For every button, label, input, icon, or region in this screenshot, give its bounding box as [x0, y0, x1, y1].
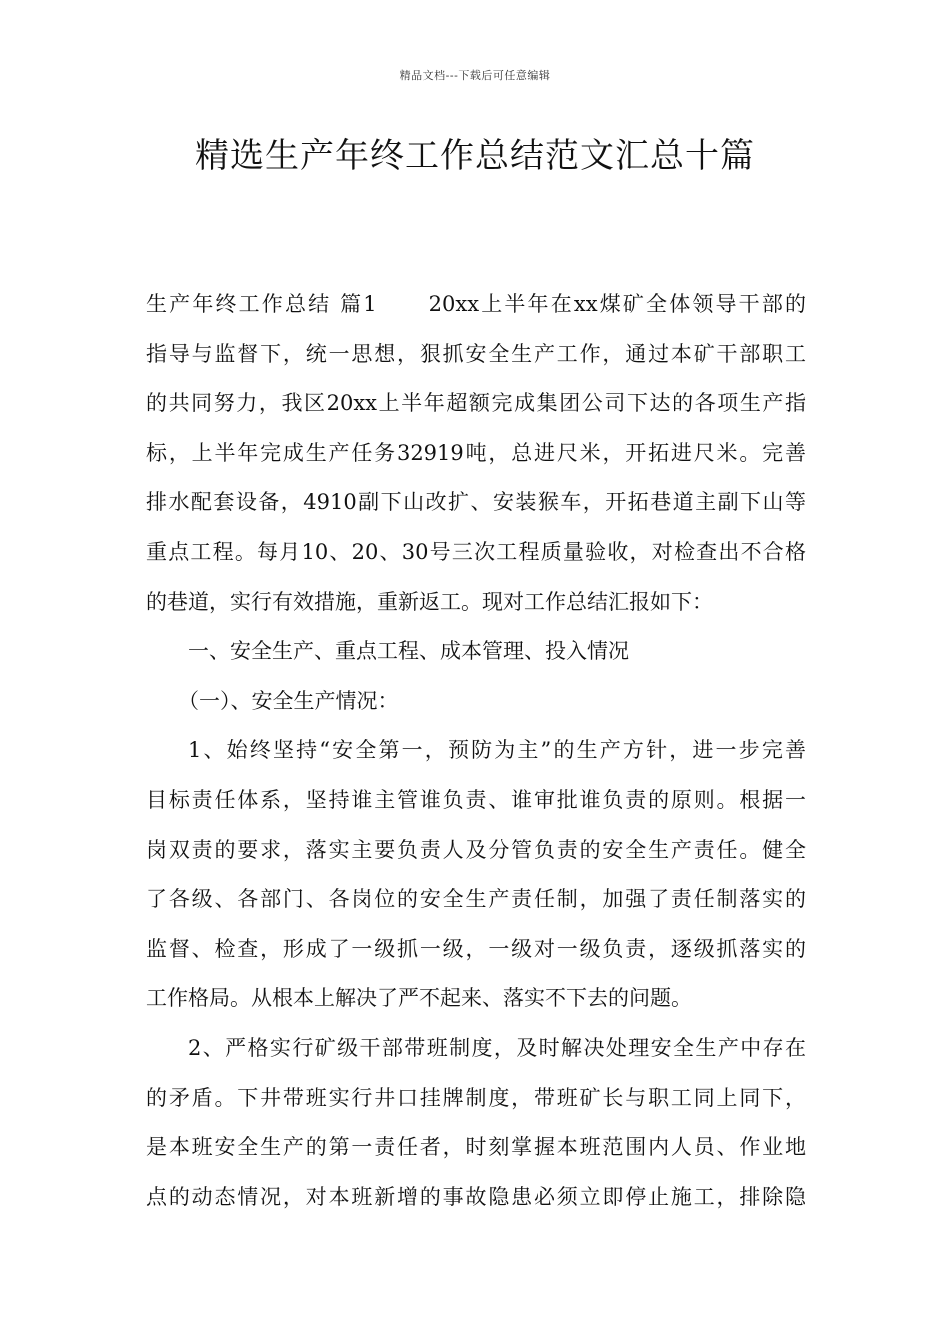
paragraph-line: 是本班安全生产的第一责任者，时刻掌握本班范围内人员、作业地: [146, 1135, 806, 1160]
paragraph-line: 重点工程。每月10、20、30号三次工程质量验收，对检查出不合格: [146, 539, 806, 564]
line-text: 20xx上半年在xx煤矿全体领导干部的: [428, 292, 807, 316]
paragraph-line: 的巷道，实行有效措施，重新返工。现对工作总结汇报如下：: [146, 589, 713, 614]
paragraph-line: 工作格局。从根本上解决了严不起来、落实不下去的问题。: [146, 986, 692, 1011]
document-title: 精选生产年终工作总结范文汇总十篇: [195, 136, 755, 176]
paragraph-line: 1、始终坚持“安全第一，预防为主”的生产方针，进一步完善: [188, 738, 806, 763]
section-label: 生产年终工作总结 篇1: [146, 292, 377, 316]
paragraph-line: 指导与监督下，统一思想，狠抓安全生产工作，通过本矿干部职工: [146, 341, 806, 366]
paragraph-line: 的矛盾。下井带班实行井口挂牌制度，带班矿长与职工同上同下，: [146, 1085, 806, 1110]
paragraph-line: 监督、检查，形成了一级抓一级，一级对一级负责，逐级抓落实的: [146, 936, 806, 961]
paragraph-line: 排水配套设备，4910副下山改扩、安装猴车，开拓巷道主副下山等: [146, 490, 806, 515]
paragraph-line: 点的动态情况，对本班新增的事故隐患必须立即停止施工，排除隐: [146, 1184, 806, 1209]
paragraph-line: 2、严格实行矿级干部带班制度，及时解决处理安全生产中存在: [188, 1035, 806, 1060]
paragraph-line: 了各级、各部门、各岗位的安全生产责任制，加强了责任制落实的: [146, 887, 806, 912]
paragraph-line: 标，上半年完成生产任务32919吨，总进尺米，开拓进尺米。完善: [146, 440, 806, 465]
subsection-heading: （一）、安全生产情况：: [178, 688, 399, 713]
paragraph-line: 岗双责的要求，落实主要负责人及分管负责的安全生产责任。健全: [146, 837, 806, 862]
header-note: 精品文档---下载后可任意编辑: [399, 69, 551, 82]
paragraph-line: [146, 280, 806, 330]
section-heading: 一、安全生产、重点工程、成本管理、投入情况: [188, 639, 629, 664]
paragraph-line: 的共同努力，我区20xx上半年超额完成集团公司下达的各项生产指: [146, 391, 806, 416]
document-body: [146, 280, 806, 1222]
paragraph-line: 目标责任体系，坚持谁主管谁负责、谁审批谁负责的原则。根据一: [146, 787, 806, 812]
